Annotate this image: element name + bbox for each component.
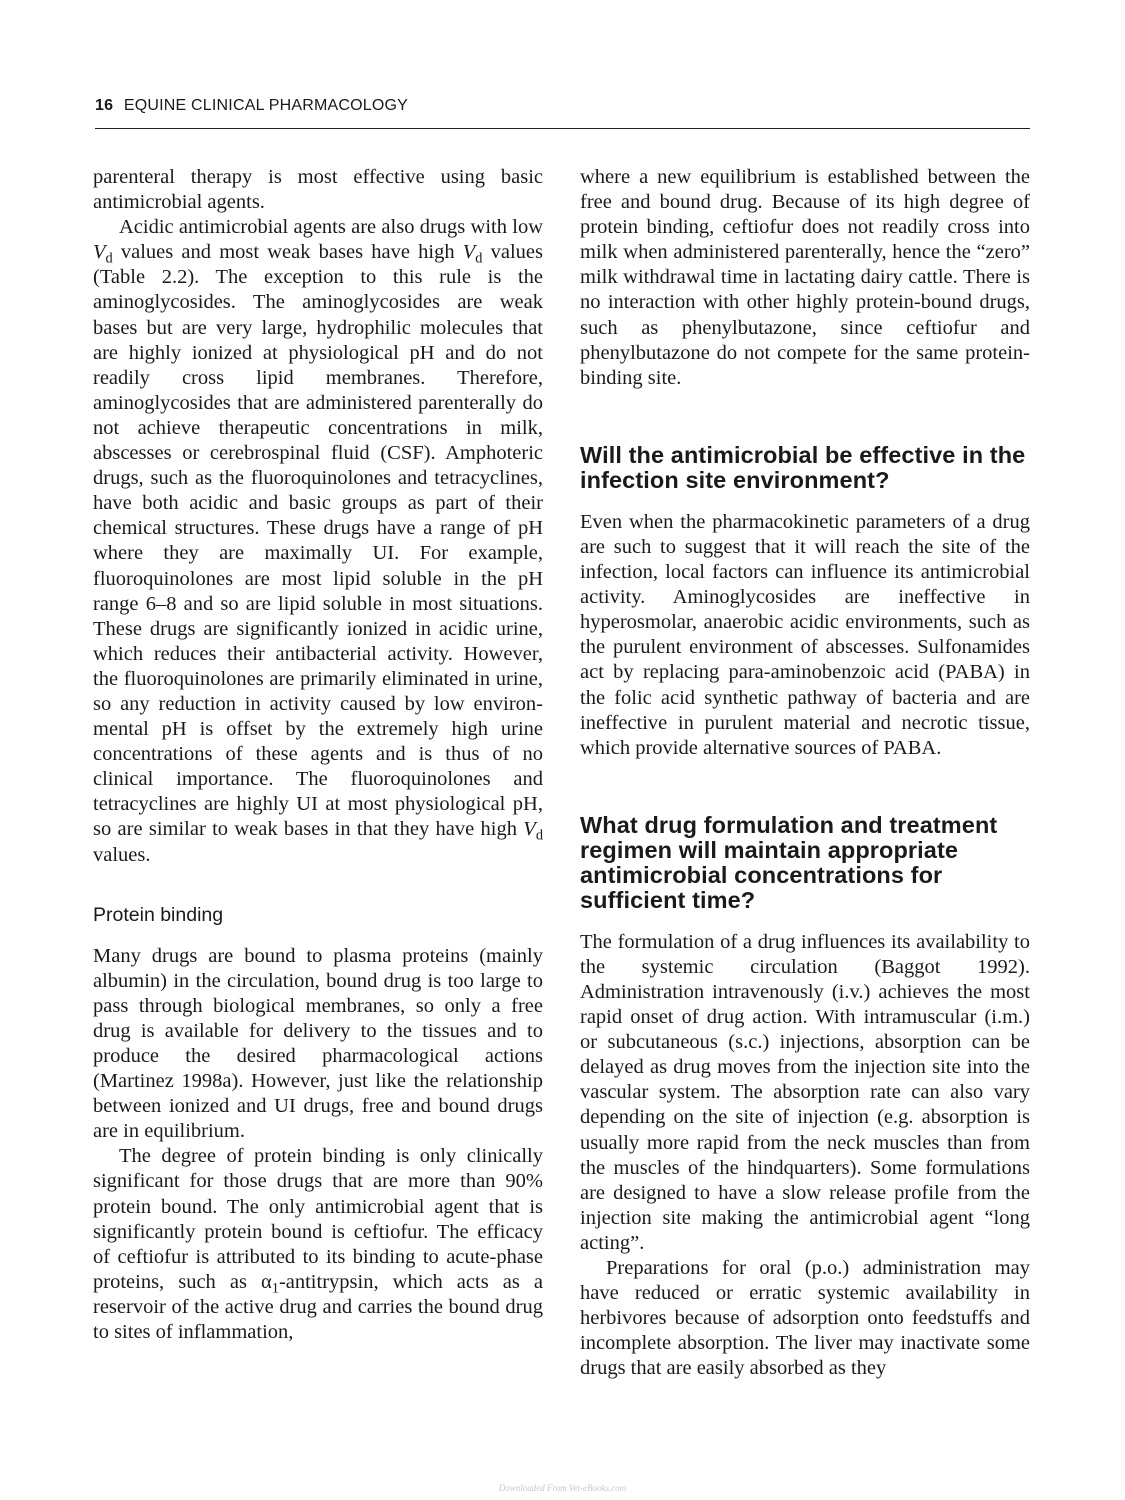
paragraph: Even when the pharmacokinetic parameters of a drug are such to suggest that it will reach the site of the infection, local factors can influence its antimicrobial activity. Aminoglycosides are ineffective in hyperosmolar, anaerobic acidic environments, such as the purulent environment of abscesses. Sulfonamides act by replacing para-aminobenzoic acid (PABA) in the folic acid synthetic pathway of bacteria and are ineffective in purulent material and necrotic tissue, which provide alternative sources of PABA. [580, 510, 1030, 759]
paragraph [93, 215, 543, 867]
alpha-subscript: 1 [271, 1280, 279, 1297]
text-run: Acidic antimicrobial agents are also drugs with low [119, 216, 543, 239]
left-column [93, 165, 543, 1345]
section-heading: What drug formulation and treatment regimen will maintain appropriate antimicrobial concentrations for sufficient time? [580, 811, 998, 913]
header-rule [95, 128, 1030, 129]
paragraph: Preparations for oral (p.o.) administration may have reduced or erratic systemic availability in herbivores because of adsorption onto feedstuffs and incomplete absorption. The liver may inactivate some drugs that are easily absorbed as they [580, 1257, 1030, 1380]
paragraph: parenteral therapy is most effective using basic antimicrobial agents. [93, 166, 543, 214]
subheading-protein-binding: Protein binding [93, 903, 224, 926]
running-header [95, 97, 1030, 115]
vd-symbol: V [93, 241, 106, 264]
paragraph [93, 1144, 543, 1345]
watermark: Downloaded From Vet-eBooks.com [498, 1483, 627, 1493]
vd-symbol: V [462, 241, 476, 264]
vd-subscript: d [105, 250, 113, 267]
page-number: 16 [95, 97, 114, 114]
running-title: EQUINE CLINICAL PHARMACOLOGY [123, 97, 409, 114]
text-run: The degree of protein binding is only clinically significant for those drugs that are more than 90% protein bound. The only antimicrobial agent that is significantly protein bound is ceftiofur. The efficacy of ceftiofur is attributed to its binding to acute-phase proteins, such as α [93, 1145, 543, 1293]
right-column [580, 165, 1030, 1381]
vd-subscript: d [535, 827, 543, 844]
paragraph: where a new equilibrium is established between the free and bound drug. Because of its high degree of protein binding, ceftiofur does not readily cross into milk when administered parenterally, hence the “zero” milk withdrawal time in lactating dairy cattle. There is no interaction with other highly protein-bound drugs, such as phenylbutazone, since ceftiofur and phenylbutazone do not compete for the same protein-binding site. [580, 166, 1030, 389]
text-run: values. [93, 843, 151, 866]
vd-symbol: V [523, 818, 536, 841]
text-run: values (Table 2.2). The exception to this rule is the aminoglycosides. The aminoglycosides are weak bases but are very large, hydrophilic molecules that are highly ionized at physiological pH and do not readily cross lipid membranes. Therefore, aminoglycosides that are administered parenterally do not achieve therapeutic concentrations in milk, abscesses or cerebrospinal fluid (CSF). Amphoteric drugs, such as the fluoroquinolones and tetracyclines, have both acidic and basic groups as part of their chemical structures. These drugs have a range of pH where they are maximally UI. For example, fluoroquinolones are most lipid soluble in the pH range 6–8 and so are lipid soluble in most situations. These drugs are significantly ionized in acidic urine, which reduces their antibacterial activity. However, the fluoroquinolones are primarily eliminated in urine, so any reduction in activity caused by low environmental pH is offset by the extremely high urine concentrations of these agents and is thus of no clinical importance. The fluoroquinolones and tetracyclines are highly UI at most physiological pH, so are similar to weak bases in that they have high [93, 241, 543, 841]
text-run: values and most weak bases have high [112, 241, 463, 264]
section-heading: Will the antimicrobial be effective in the infection site environment? [580, 441, 1026, 493]
vd-subscript: d [475, 250, 483, 267]
paragraph: The formulation of a drug influences its availability to the systemic circulation (Baggot 1992). Administration intravenously (i.v.) achieves the most rapid onset of drug action. With intramuscular (i.m.) or subcutaneous (s.c.) injections, absorption can be delayed as drug moves from the injection site into the vascular system. The absorption rate can also vary depending on the site of injection (e.g. absorption is usually more rapid from the neck muscles than from the muscles of the hindquarters). Some formulations are designed to have a slow release profile from the injection site making the antimicrobial agent “long acting”. [580, 930, 1030, 1254]
paragraph: Many drugs are bound to plasma proteins (mainly albumin) in the circulation, bound drug is too large to pass through biological membranes, so only a free drug is available for delivery to the tissues and to produce the desired pharmacological actions (Martinez 1998a). However, just like the relationship between ionized and UI drugs, free and bound drugs are in equilibrium. [93, 944, 543, 1143]
text-run: -antitrypsin, which acts as a reservoir of the active drug and carries the bound drug to sites of inflammation, [93, 1270, 543, 1344]
